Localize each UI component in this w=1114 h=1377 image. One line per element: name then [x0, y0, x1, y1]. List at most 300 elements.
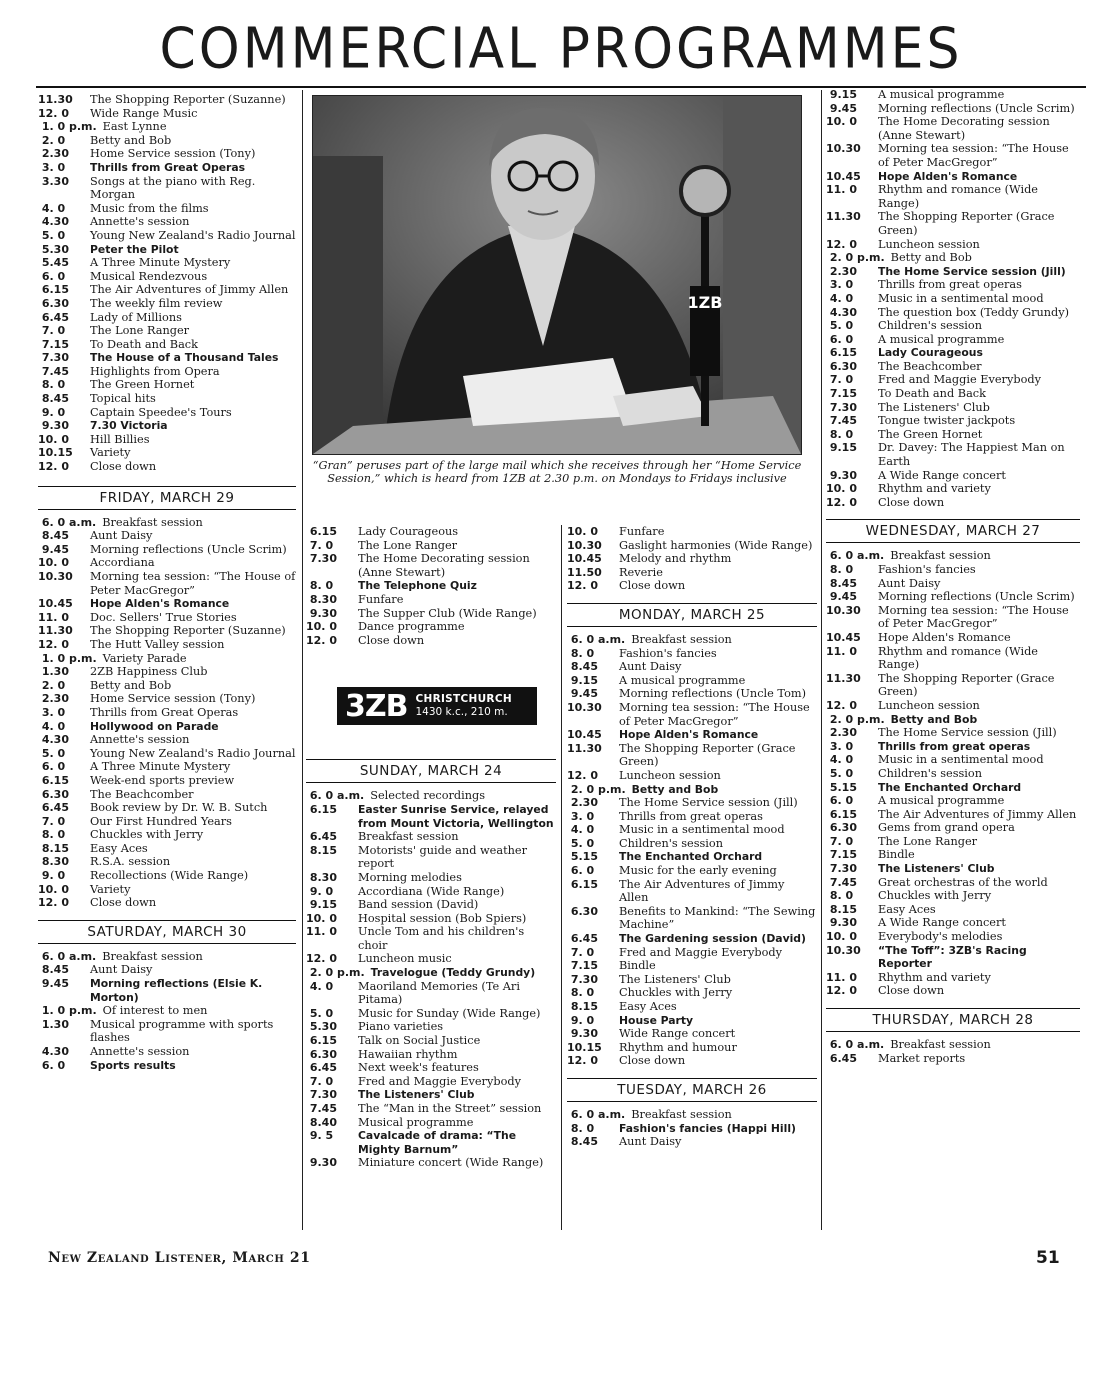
programme-time: 12. 0	[306, 952, 337, 966]
programme-entry	[826, 577, 1080, 591]
programme-title: Luncheon session	[619, 768, 721, 782]
programme-entry	[38, 1059, 296, 1073]
programme-title: To Death and Back	[90, 337, 198, 351]
programme-time: 12. 0	[38, 460, 69, 474]
programme-time: 10. 0	[826, 930, 857, 944]
programme-title: Uncle Tom and his children's choir	[358, 925, 525, 952]
programme-time: 9.30	[567, 1027, 598, 1041]
programme-entry	[826, 808, 1080, 822]
programme-title: The Air Adventures of Jimmy Allen	[878, 807, 1077, 821]
programme-entry	[567, 1000, 817, 1014]
programme-time: 8.45	[38, 529, 69, 543]
col2-sunday-list	[306, 789, 556, 1170]
programme-entry	[826, 645, 1080, 672]
programme-title: 7.30 Victoria	[90, 419, 168, 433]
programme-entry	[38, 692, 296, 706]
programme-title: Market reports	[878, 1051, 966, 1065]
programme-time: 6.15	[38, 773, 69, 787]
col1-top-list	[38, 93, 296, 474]
programme-entry	[306, 620, 556, 634]
photo-illustration	[313, 96, 801, 454]
programme-title: Talk on Social Justice	[358, 1034, 481, 1048]
programme-time: 12. 0	[826, 984, 857, 998]
programme-time: 10.30	[38, 570, 73, 583]
programme-time: 5. 0	[38, 228, 66, 242]
programme-entry	[38, 788, 296, 802]
programme-title: Breakfast session	[102, 949, 203, 963]
programme-title: Funfare	[358, 592, 404, 606]
programme-entry	[38, 202, 296, 216]
programme-time: 8. 0	[567, 1121, 595, 1135]
programme-entry	[38, 1004, 296, 1018]
programme-time: 6.30	[826, 821, 857, 835]
programme-entry	[306, 525, 556, 539]
programme-entry	[567, 701, 817, 728]
programme-time: 9.45	[826, 101, 857, 115]
programme-title: The Telephone Quiz	[358, 579, 477, 593]
programme-entry	[567, 660, 817, 674]
programme-title: Morning reflections (Uncle Tom)	[619, 687, 807, 701]
programme-entry	[826, 821, 1080, 835]
programme-time: 10.45	[567, 552, 602, 566]
programme-time: 5.45	[38, 256, 69, 270]
programme-entry	[306, 844, 556, 871]
programme-title: The Air Adventures of Jimmy Allen	[619, 877, 785, 905]
programme-title: Bindle	[619, 959, 656, 973]
programme-time: 2. 0 p.m.	[567, 782, 626, 796]
programme-title: The Enchanted Orchard	[619, 850, 763, 864]
programme-title: Lady of Millions	[90, 310, 182, 324]
programme-time: 8.15	[826, 902, 857, 916]
programme-time: 2. 0	[38, 133, 66, 147]
programme-entry	[567, 864, 817, 878]
station-info	[416, 693, 512, 719]
programme-entry	[567, 959, 817, 973]
programme-time: 8.15	[306, 843, 337, 857]
programme-title: Chuckles with Jerry	[878, 889, 992, 903]
programme-entry	[38, 869, 296, 883]
programme-entry	[826, 916, 1080, 930]
day-heading-tuesday: TUESDAY, MARCH 26	[567, 1078, 817, 1102]
programme-title: Betty and Bob	[631, 782, 719, 796]
programme-entry	[38, 406, 296, 420]
programme-entry	[306, 539, 556, 553]
programme-time: 7.30	[567, 972, 598, 986]
programme-title: A Three Minute Mystery	[90, 760, 231, 774]
programme-time: 6. 0 a.m.	[826, 549, 885, 563]
programme-title: The Listeners' Club	[619, 972, 731, 986]
programme-time: 10.45	[826, 169, 861, 183]
programme-time: 9. 0	[38, 869, 66, 883]
programme-time: 8.15	[567, 1000, 598, 1013]
programme-time: 6. 0 a.m.	[306, 789, 365, 803]
programme-title: Easy Aces	[90, 841, 148, 855]
programme-title: Aunt Daisy	[619, 660, 682, 674]
programme-entry	[826, 563, 1080, 577]
programme-title: Band session (David)	[358, 898, 479, 912]
programme-entry	[826, 794, 1080, 808]
programme-time: 6.15	[826, 807, 857, 821]
programme-time: 12. 0	[306, 633, 337, 647]
programme-title: Captain Speedee's Tours	[90, 405, 232, 419]
programme-title: Thrills from great operas	[619, 809, 763, 823]
programme-time: 9.45	[567, 687, 598, 701]
programme-time: 10.45	[567, 728, 602, 742]
programme-title: Travelogue (Teddy Grundy)	[370, 966, 536, 980]
programme-title: The Shopping Reporter (Grace Green)	[878, 210, 1055, 237]
programme-entry	[38, 324, 296, 338]
programme-title: Hollywood on Parade	[90, 719, 219, 733]
programme-title: Piano varieties	[358, 1020, 444, 1034]
programme-entry	[38, 842, 296, 856]
programme-entry	[826, 265, 1080, 279]
programme-time: 6.45	[38, 310, 69, 324]
programme-entry	[567, 796, 817, 810]
programme-title: The Lone Ranger	[90, 324, 190, 338]
programme-title: The Green Hornet	[878, 427, 983, 441]
programme-title: East Lynne	[102, 120, 167, 134]
programme-entry	[567, 946, 817, 960]
programme-time: 5.30	[306, 1020, 337, 1034]
programme-title: Aunt Daisy	[90, 529, 153, 543]
programme-time: 8.45	[38, 392, 69, 406]
programme-time: 12. 0	[567, 579, 598, 593]
programme-time: 6. 0 a.m.	[567, 1107, 626, 1121]
programme-title: Music from the films	[90, 201, 209, 215]
programme-title: The Shopping Reporter (Grace Green)	[619, 741, 796, 769]
programme-time: 1. 0 p.m.	[38, 651, 97, 665]
day-heading-saturday: SATURDAY, MARCH 30	[38, 920, 296, 944]
programme-entry	[826, 767, 1080, 781]
programme-entry	[567, 850, 817, 864]
programme-title: The question box (Teddy Grundy)	[878, 305, 1070, 319]
programme-entry	[306, 1034, 556, 1048]
programme-title: The Gardening session (David)	[619, 932, 806, 946]
programme-time: 2.30	[38, 147, 69, 161]
programme-title: R.S.A. session	[90, 855, 171, 869]
programme-entry	[826, 726, 1080, 740]
programme-time: 6.30	[38, 787, 69, 801]
programme-entry	[38, 365, 296, 379]
programme-entry	[38, 950, 296, 964]
programme-title: Luncheon session	[878, 698, 980, 712]
programme-time: 8.30	[38, 855, 69, 869]
programme-time: 8. 0	[567, 986, 595, 1000]
programme-time: 8.15	[38, 841, 69, 855]
programme-time: 10.30	[567, 700, 602, 714]
programme-time: 12. 0	[567, 1054, 598, 1068]
programme-time: 7.15	[826, 848, 857, 862]
programme-entry	[306, 925, 556, 952]
programme-entry	[38, 283, 296, 297]
programme-entry	[38, 733, 296, 747]
programme-title: Annette's session	[90, 215, 190, 229]
programme-title: Breakfast session	[358, 830, 459, 844]
programme-title: Book review by Dr. W. B. Sutch	[90, 801, 268, 815]
programme-entry	[567, 783, 817, 797]
page-title: COMMERCIAL PROGRAMMES	[159, 16, 963, 82]
programme-title: The Shopping Reporter (Suzanne)	[90, 624, 286, 638]
programme-time: 9. 0	[567, 1013, 595, 1027]
programme-entry	[306, 1075, 556, 1089]
programme-title: Home Service session (Tony)	[90, 692, 256, 706]
programme-entry	[826, 469, 1080, 483]
programme-time: 6.15	[567, 877, 598, 891]
programme-title: Selected recordings	[370, 789, 486, 803]
programme-time: 12. 0	[826, 237, 857, 251]
programme-entry	[306, 634, 556, 648]
programme-time: 12. 0	[567, 768, 598, 782]
programme-title: Rhythm and romance (Wide Range)	[878, 183, 1038, 210]
programme-entry	[306, 579, 556, 593]
programme-entry	[38, 243, 296, 257]
programme-time: 9.30	[826, 468, 857, 482]
programme-entry	[306, 593, 556, 607]
programme-entry	[826, 373, 1080, 387]
programme-time: 7.45	[826, 875, 857, 889]
programme-time: 6.15	[826, 346, 857, 360]
programme-entry	[38, 120, 296, 134]
programme-time: 7. 0	[826, 373, 854, 387]
programme-title: Hope Alden's Romance	[90, 597, 230, 611]
programme-time: 8.45	[38, 963, 69, 977]
programme-entry	[38, 679, 296, 693]
programme-title: Miniature concert (Wide Range)	[358, 1156, 544, 1170]
programme-title: Rhythm and variety	[878, 970, 991, 984]
programme-entry	[38, 446, 296, 460]
programme-time: 4.30	[38, 1045, 69, 1058]
programme-title: Melody and rhythm	[619, 552, 732, 566]
col3-top-list	[567, 525, 817, 593]
programme-title: Great orchestras of the world	[878, 875, 1048, 889]
programme-entry	[38, 963, 296, 977]
programme-time: 10.30	[826, 943, 861, 957]
programme-entry	[826, 903, 1080, 917]
programme-title: Accordiana (Wide Range)	[358, 884, 505, 898]
programme-entry	[38, 652, 296, 666]
programme-entry	[826, 142, 1080, 169]
programme-time: 6.45	[826, 1051, 857, 1065]
programme-entry	[826, 549, 1080, 563]
programme-title: Motorists' guide and weather report	[358, 843, 528, 871]
programme-entry	[306, 966, 556, 980]
programme-title: Our First Hundred Years	[90, 814, 232, 828]
programme-time: 12. 0	[826, 698, 857, 712]
programme-title: Morning reflections (Uncle Scrim)	[878, 590, 1075, 604]
programme-time: 6. 0 a.m.	[826, 1038, 885, 1051]
programme-time: 1. 0 p.m.	[38, 120, 97, 134]
programme-entry	[38, 147, 296, 161]
programme-entry	[38, 977, 296, 1004]
programme-title: Dr. Davey: The Happiest Man on Earth	[878, 441, 1065, 469]
programme-entry	[567, 973, 817, 987]
programme-time: 9.15	[306, 898, 337, 912]
column-rule-2	[561, 525, 562, 1230]
programme-title: Variety	[90, 882, 131, 896]
programme-time: 12. 0	[38, 106, 69, 120]
programme-title: Music for the early evening	[619, 864, 777, 878]
programme-title: A Wide Range concert	[878, 468, 1006, 482]
programme-time: 4. 0	[38, 201, 66, 215]
programme-entry	[567, 539, 817, 553]
programme-title: Morning tea session: “The House of Peter MacGregor”	[878, 603, 1069, 631]
programme-title: House Party	[619, 1013, 694, 1027]
programme-title: Young New Zealand's Radio Journal	[90, 228, 296, 242]
programme-time: 1.30	[38, 1017, 69, 1031]
programme-time: 10. 0	[826, 115, 857, 129]
programme-time: 1.30	[38, 665, 69, 679]
programme-time: 9.30	[306, 606, 337, 620]
programme-time: 7. 0	[306, 538, 334, 552]
programme-time: 9.15	[826, 88, 857, 101]
programme-title: Betty and Bob	[890, 251, 972, 265]
programme-entry	[38, 460, 296, 474]
programme-time: 6.15	[306, 525, 337, 538]
programme-entry	[826, 876, 1080, 890]
programme-time: 11.30	[38, 93, 73, 106]
programme-title: Dance programme	[358, 620, 465, 634]
programme-entry	[567, 905, 817, 932]
programme-time: 7.15	[567, 959, 598, 973]
programme-entry	[826, 672, 1080, 699]
programme-title: Rhythm and variety	[878, 482, 991, 496]
column-3	[567, 525, 817, 1230]
programme-title: Young New Zealand's Radio Journal	[90, 746, 296, 760]
programme-title: Morning tea session: “The House of Peter MacGregor”	[619, 700, 810, 728]
programme-entry	[38, 543, 296, 557]
programme-entry	[826, 496, 1080, 510]
programme-entry	[826, 387, 1080, 401]
programme-title: Funfare	[619, 525, 665, 538]
programme-title: Musical Rendezvous	[90, 269, 208, 283]
programme-entry	[306, 1129, 556, 1156]
programme-entry	[306, 898, 556, 912]
programme-entry	[567, 986, 817, 1000]
programme-time: 9. 0	[306, 884, 334, 898]
programme-time: 7. 0	[306, 1074, 334, 1088]
programme-time: 4. 0	[306, 979, 334, 993]
programme-entry	[826, 210, 1080, 237]
column-2	[306, 525, 556, 1230]
programme-entry	[826, 278, 1080, 292]
programme-entry	[567, 687, 817, 701]
programme-time: 10. 0	[567, 525, 598, 538]
programme-title: Hawaiian rhythm	[358, 1047, 458, 1061]
programme-time: 6.30	[38, 296, 69, 310]
programme-entry	[826, 930, 1080, 944]
day-heading-friday: FRIDAY, MARCH 29	[38, 486, 296, 510]
programme-entry	[567, 769, 817, 783]
programme-time: 7.30	[306, 1088, 337, 1102]
programme-time: 2.30	[567, 796, 598, 810]
programme-title: The Beachcomber	[90, 787, 194, 801]
programme-title: A Three Minute Mystery	[90, 256, 231, 270]
programme-entry	[306, 952, 556, 966]
programme-time: 5. 0	[826, 319, 854, 333]
programme-title: Of interest to men	[102, 1004, 208, 1018]
programme-time: 9.15	[567, 673, 598, 687]
programme-title: Breakfast session	[102, 515, 203, 529]
programme-entry	[567, 1108, 817, 1122]
programme-time: 6. 0 a.m.	[567, 632, 626, 646]
programme-title: Hospital session (Bob Spiers)	[358, 911, 527, 925]
programme-time: 3. 0	[567, 809, 595, 823]
programme-title: The Lone Ranger	[878, 834, 978, 848]
programme-time: 7.45	[826, 414, 857, 428]
programme-entry	[306, 552, 556, 579]
programme-entry	[826, 889, 1080, 903]
programme-entry	[826, 170, 1080, 184]
programme-title: Morning tea session: “The House of Peter MacGregor”	[90, 570, 296, 597]
programme-title: A Wide Range concert	[878, 916, 1006, 930]
col3-tuesday-list	[567, 1108, 817, 1149]
programme-time: 12. 0	[826, 495, 857, 509]
programme-title: Accordiana	[90, 556, 155, 570]
programme-title: Gems from grand opera	[878, 821, 1015, 835]
programme-title: Breakfast session	[631, 1107, 732, 1121]
programme-entry	[38, 433, 296, 447]
programme-entry	[826, 699, 1080, 713]
programme-time: 4.30	[826, 305, 857, 319]
programme-entry	[306, 1088, 556, 1102]
programme-entry	[38, 638, 296, 652]
programme-entry	[826, 414, 1080, 428]
programme-title: Fred and Maggie Everybody	[619, 945, 782, 959]
programme-time: 10.30	[567, 538, 602, 552]
programme-time: 8.45	[567, 660, 598, 674]
programme-entry	[38, 351, 296, 365]
programme-entry	[306, 1061, 556, 1075]
programme-entry	[567, 525, 817, 539]
programme-title: Morning tea session: “The House of Peter MacGregor”	[878, 142, 1069, 169]
station-frequency: 1430 k.c., 210 m.	[415, 706, 508, 718]
programme-title: Gaslight harmonies (Wide Range)	[619, 538, 813, 552]
col2-top-list	[306, 525, 556, 647]
programme-time: 8. 0	[826, 427, 854, 441]
programme-entry	[38, 570, 296, 597]
programme-entry	[826, 631, 1080, 645]
programme-time: 9.30	[38, 419, 69, 433]
programme-title: Easter Sunrise Service, relayed from Mount Victoria, Wellington	[358, 802, 554, 830]
masthead	[36, 14, 1086, 88]
programme-time: 7.30	[306, 552, 337, 566]
programme-time: 6.45	[567, 932, 598, 946]
programme-time: 6.45	[306, 830, 337, 844]
programme-entry	[826, 482, 1080, 496]
col1-friday-list	[38, 516, 296, 910]
programme-time: 4.30	[38, 733, 69, 747]
programme-entry	[826, 428, 1080, 442]
programme-title: Close down	[878, 984, 945, 998]
programme-entry	[306, 1116, 556, 1130]
programme-time: 6.45	[38, 801, 69, 815]
programme-time: 12. 0	[38, 637, 69, 651]
programme-entry	[567, 566, 817, 580]
programme-entry	[38, 556, 296, 570]
programme-title: Hope Alden's Romance	[619, 728, 759, 742]
programme-title: Aunt Daisy	[878, 576, 941, 590]
day-heading-wednesday: WEDNESDAY, MARCH 27	[826, 519, 1080, 543]
programme-time: 1. 0 p.m.	[38, 1004, 97, 1018]
programme-title: Fred and Maggie Everybody	[358, 1074, 521, 1088]
programme-title: Songs at the piano with Reg. Morgan	[90, 174, 256, 202]
programme-time: 10. 0	[826, 482, 857, 496]
programme-time: 7.30	[826, 862, 857, 876]
programme-time: 5. 0	[306, 1006, 334, 1020]
programme-entry	[567, 1135, 817, 1149]
programme-entry	[567, 674, 817, 688]
programme-entry	[38, 270, 296, 284]
